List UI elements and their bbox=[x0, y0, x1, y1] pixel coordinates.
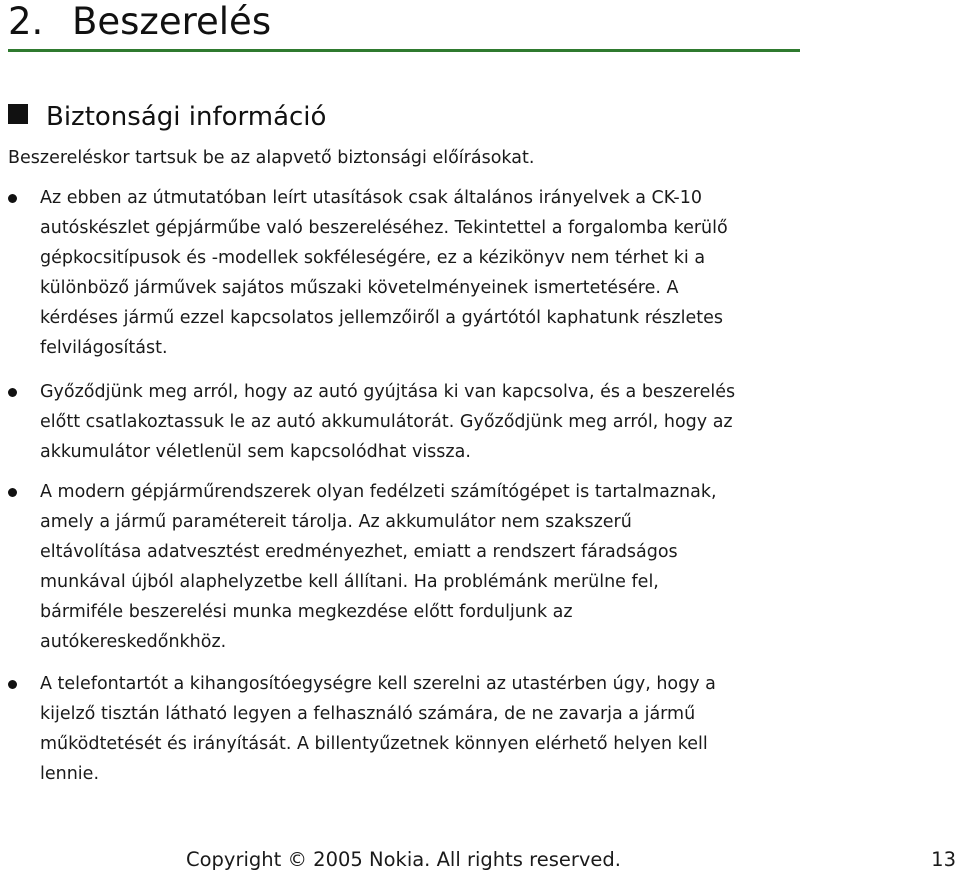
text-line: akkumulátor véletlenül sem kapcsolódhat vissza. bbox=[40, 442, 471, 462]
text-line: gépkocsitípusok és -modellek sokféleségére, ez a kézikönyv nem térhet ki a bbox=[40, 248, 706, 268]
text-line: lennie. bbox=[40, 764, 100, 784]
chapter-title-text: Beszerelés bbox=[72, 0, 272, 43]
bullet-text-1 bbox=[40, 183, 952, 363]
bullet-text-3 bbox=[40, 477, 952, 657]
text-line: felvilágosítást. bbox=[40, 338, 168, 358]
text-line: A telefontartót a kihangosítóegységre kell szerelni az utastérben úgy, hogy a bbox=[40, 674, 716, 694]
footer-copyright: Copyright © 2005 Nokia. All rights reserved. bbox=[186, 848, 621, 871]
bullet-dot-icon bbox=[8, 388, 17, 397]
square-bullet-icon bbox=[8, 104, 28, 124]
chapter-title bbox=[8, 0, 271, 48]
section-heading bbox=[8, 98, 326, 136]
bullet-dot-icon bbox=[8, 194, 17, 203]
title-divider bbox=[8, 49, 800, 52]
text-line: Az ebben az útmutatóban leírt utasítások csak általános irányelvek a CK-10 bbox=[40, 188, 703, 208]
text-line: kijelző tisztán látható legyen a felhasználó számára, de ne zavarja a jármű bbox=[40, 704, 696, 724]
text-line: különböző járművek sajátos műszaki követelményeinek ismertetésére. A bbox=[40, 278, 679, 298]
text-line: előtt csatlakoztassuk le az autó akkumulátorát. Győződjünk meg arról, hogy az bbox=[40, 412, 733, 432]
bullet-text-2 bbox=[40, 377, 952, 467]
text-line: autókereskedőnkhöz. bbox=[40, 632, 227, 652]
text-line: Győződjünk meg arról, hogy az autó gyújtása ki van kapcsolva, és a beszerelés bbox=[40, 382, 736, 402]
text-line: amely a jármű paramétereit tárolja. Az akkumulátor nem szakszerű bbox=[40, 512, 632, 532]
text-line: eltávolítása adatvesztést eredményezhet, emiatt a rendszert fáradságos bbox=[40, 542, 678, 562]
chapter-number: 2. bbox=[8, 0, 44, 43]
text-line: működtetését és irányítását. A billentyűzetnek könnyen elérhető helyen kell bbox=[40, 734, 708, 754]
bullet-dot-icon bbox=[8, 488, 17, 497]
text-line: munkával újból alaphelyzetbe kell állítani. Ha problémánk merülne fel, bbox=[40, 572, 659, 592]
bullet-dot-icon bbox=[8, 680, 17, 689]
text-line: kérdéses jármű ezzel kapcsolatos jellemzőiről a gyártótól kaphatunk részletes bbox=[40, 308, 723, 328]
intro-paragraph: Beszereléskor tartsuk be az alapvető biztonsági előírásokat. bbox=[8, 148, 535, 168]
section-heading-text: Biztonsági információ bbox=[46, 102, 327, 132]
page-number: 13 bbox=[931, 848, 956, 871]
text-line: autóskészlet gépjárműbe való beszereléséhez. Tekintettel a forgalomba kerülő bbox=[40, 218, 728, 238]
text-line: bármiféle beszerelési munka megkezdése előtt forduljunk az bbox=[40, 602, 573, 622]
bullet-text-4 bbox=[40, 669, 952, 789]
text-line: A modern gépjárműrendszerek olyan fedélzeti számítógépet is tartalmaznak, bbox=[40, 482, 717, 502]
